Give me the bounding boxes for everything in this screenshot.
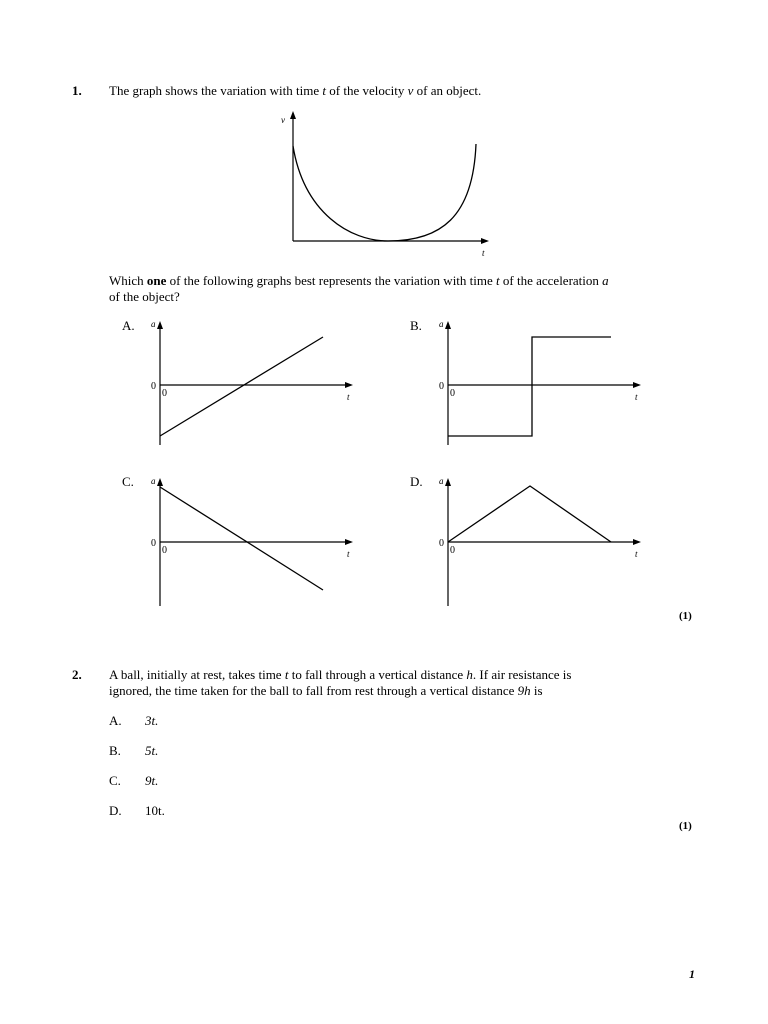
option-a-y-label: a xyxy=(151,319,156,329)
question-2-number: 2. xyxy=(72,667,82,682)
question-2-mark: (1) xyxy=(679,820,692,832)
option-a-line xyxy=(160,337,323,436)
q2-option-c-letter: C. xyxy=(109,773,121,788)
option-b-y-label: a xyxy=(439,319,444,329)
option-d-y-label: a xyxy=(439,476,444,486)
velocity-time-graph xyxy=(270,108,500,263)
page-number: 1 xyxy=(689,967,695,981)
option-a-letter: A. xyxy=(122,318,135,333)
q2-option-b-value: 5t. xyxy=(145,743,159,758)
option-b-axes xyxy=(445,321,641,445)
time-axis-label: t xyxy=(482,248,485,258)
option-b-x-label: t xyxy=(635,392,638,402)
option-b-origin-x: 0 xyxy=(450,388,455,399)
option-c-graph xyxy=(145,472,360,607)
option-a-axes xyxy=(157,321,353,445)
option-b-graph xyxy=(433,315,648,450)
option-c-axes xyxy=(157,478,353,606)
option-c-origin-x: 0 xyxy=(162,545,167,556)
velocity-graph-axes xyxy=(290,111,489,244)
q2-option-a-value: 3t. xyxy=(145,713,159,728)
option-d-origin-y: 0 xyxy=(439,538,444,549)
velocity-axis-label: v xyxy=(281,115,285,125)
question-1-mark: (1) xyxy=(679,610,692,622)
option-c-letter: C. xyxy=(122,474,134,489)
question-1-number: 1. xyxy=(72,83,82,98)
option-a-origin-y: 0 xyxy=(151,381,156,392)
question-1-question-line-1: Which one of the following graphs best represents the variation with time t of the acceleration a xyxy=(109,273,609,288)
option-d-origin-x: 0 xyxy=(450,545,455,556)
question-1-question-line-2: of the object? xyxy=(109,289,180,304)
option-b-step xyxy=(448,337,611,436)
option-d-letter: D. xyxy=(410,474,423,489)
option-c-line xyxy=(160,487,323,590)
option-a-x-label: t xyxy=(347,392,350,402)
option-b-origin-y: 0 xyxy=(439,381,444,392)
option-c-origin-y: 0 xyxy=(151,538,156,549)
q2-option-d-letter: D. xyxy=(109,803,122,818)
option-a-origin-x: 0 xyxy=(162,388,167,399)
option-d-graph xyxy=(433,472,648,607)
option-b-letter: B. xyxy=(410,318,422,333)
q2-option-a-letter: A. xyxy=(109,713,122,728)
option-d-x-label: t xyxy=(635,549,638,559)
question-2-prompt-line-2: ignored, the time taken for the ball to fall from rest through a vertical distance 9h is xyxy=(109,683,543,698)
q2-option-c-value: 9t. xyxy=(145,773,159,788)
q2-option-d-value: 10t. xyxy=(145,803,165,818)
q2-option-b-letter: B. xyxy=(109,743,121,758)
velocity-curve xyxy=(293,144,476,241)
question-2-prompt-line-1: A ball, initially at rest, takes time t to fall through a vertical distance h. If air resistance is xyxy=(109,667,572,682)
option-c-y-label: a xyxy=(151,476,156,486)
question-1-prompt: The graph shows the variation with time t of the velocity v of an object. xyxy=(109,83,482,98)
option-d-axes xyxy=(445,478,641,606)
option-a-graph xyxy=(145,315,360,450)
option-c-x-label: t xyxy=(347,549,350,559)
option-d-triangle xyxy=(448,486,611,542)
